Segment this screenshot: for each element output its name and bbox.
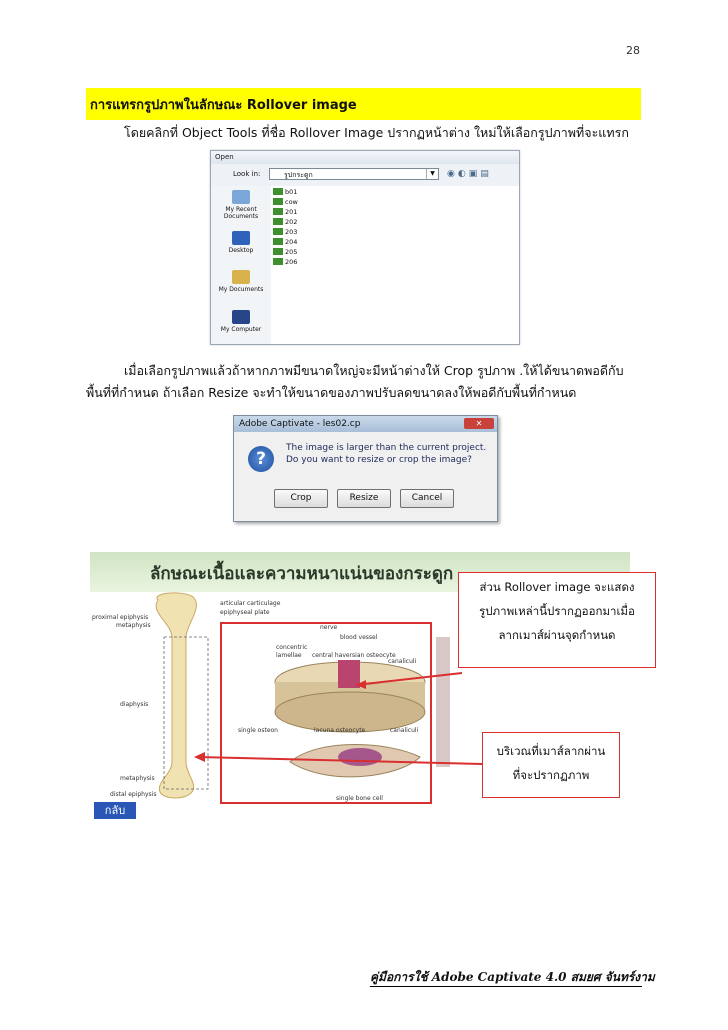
place-recent[interactable] <box>217 190 265 220</box>
bone-figure <box>90 552 635 822</box>
file-name: 205 <box>285 248 298 256</box>
figure-title: ลักษณะเนื้อและความหนาแน่นของกระดูก <box>150 564 454 584</box>
label-lacuna: lacuna osteocyte <box>314 727 366 734</box>
file-item[interactable] <box>273 197 298 207</box>
label-proximal: proximal epiphysis <box>92 614 149 621</box>
place-computer[interactable] <box>217 310 265 333</box>
label-central-canal: central haversian osteocyte <box>312 652 396 659</box>
paragraph-2-line-1: เมื่อเลือกรูปภาพแล้วถ้าหากภาพมีขนาดใหญ่จะมีหน้าต่างให้ Crop รูปภาพ .ให้ได้ขนาดพอดีกับ <box>124 363 624 378</box>
open-dialog <box>210 150 520 345</box>
bone-shape <box>156 593 196 798</box>
callout-rollover <box>458 572 656 668</box>
file-item[interactable] <box>273 247 298 257</box>
label-single-bone-cell: single bone cell <box>336 795 383 802</box>
adobe-captivate-dialog <box>233 415 498 522</box>
file-item[interactable] <box>273 227 298 237</box>
label-blood-vessel: blood vessel <box>340 634 378 641</box>
look-in-select[interactable] <box>269 168 439 180</box>
label-epiphyseal-plate: epiphyseal plate <box>220 609 270 616</box>
computer-icon <box>232 310 250 324</box>
resize-button[interactable]: Resize <box>337 489 391 508</box>
footer-rule <box>370 986 642 987</box>
image-file-icon <box>273 188 283 195</box>
file-item[interactable] <box>273 207 298 217</box>
file-name: 201 <box>285 208 298 216</box>
close-icon[interactable]: ✕ <box>464 418 494 429</box>
page-number: 28 <box>626 44 640 57</box>
label-nerve: nerve <box>320 624 338 631</box>
file-list <box>273 187 298 267</box>
label-distal: distal epiphysis <box>110 791 157 798</box>
folder-icon <box>232 270 250 284</box>
callout-line: ลากเมาส์ผ่านจุดกำหนด <box>498 628 616 642</box>
callout-line: รูปภาพเหล่านี้ปรากฏออกมาเมื่อ <box>479 604 635 618</box>
file-item[interactable] <box>273 217 298 227</box>
dialog-message-line: The image is larger than the current project. <box>286 443 487 453</box>
back-button[interactable]: กลับ <box>94 802 136 819</box>
image-file-icon <box>273 228 283 235</box>
recent-documents-icon <box>232 190 250 204</box>
places-bar <box>211 186 271 344</box>
image-file-icon <box>273 208 283 215</box>
look-in-label: Look in: <box>233 170 261 178</box>
file-name: 202 <box>285 218 298 226</box>
place-label: My Recent Documents <box>223 206 259 220</box>
toolbar-icons[interactable]: ◉◐▣▤ <box>447 169 492 179</box>
look-in-bar <box>211 164 519 186</box>
label-concentric: concentric <box>276 644 308 651</box>
label-canaliculi-top: canaliculi <box>388 658 417 665</box>
place-label: My Documents <box>218 286 264 293</box>
dialog-message <box>286 442 486 466</box>
file-item[interactable] <box>273 257 298 267</box>
callout-line: ที่จะปรากฏภาพ <box>512 768 590 782</box>
label-lamellae: lamellae <box>276 652 302 659</box>
callout-hover-area <box>482 732 620 798</box>
cancel-button[interactable]: Cancel <box>400 489 454 508</box>
place-desktop[interactable] <box>217 231 265 254</box>
file-name: 204 <box>285 238 298 246</box>
label-diaphysis: diaphysis <box>120 701 149 708</box>
file-item[interactable] <box>273 237 298 247</box>
crop-button[interactable]: Crop <box>274 489 328 508</box>
footer-text: คู่มือการใช้ Adobe Captivate 4.0 สมยศ จันทร์งาม <box>370 970 655 984</box>
label-metaphysis-top: metaphysis <box>116 622 151 629</box>
dialog-title: Adobe Captivate - les02.cp <box>234 416 497 432</box>
file-name: cow <box>285 198 298 206</box>
open-dialog-title: Open <box>211 151 519 164</box>
side-strip <box>436 637 450 767</box>
file-item[interactable] <box>273 187 298 197</box>
chevron-down-icon[interactable]: ▼ <box>426 169 438 179</box>
label-single-osteon: single osteon <box>238 727 278 734</box>
file-name: b01 <box>285 188 298 196</box>
desktop-icon <box>232 231 250 245</box>
image-file-icon <box>273 238 283 245</box>
rollover-image-region <box>220 622 432 804</box>
label-articular: articular carticulage <box>220 600 281 607</box>
label-metaphysis-bottom: metaphysis <box>120 775 155 782</box>
image-file-icon <box>273 218 283 225</box>
image-file-icon <box>273 198 283 205</box>
question-icon: ? <box>248 446 274 472</box>
callout-line: ส่วน Rollover image จะแสดง <box>479 580 635 594</box>
image-file-icon <box>273 258 283 265</box>
dialog-message-line: Do you want to resize or crop the image? <box>286 455 472 465</box>
section-title: การแทรกรูปภาพในลักษณะ Rollover image <box>90 98 357 113</box>
look-in-value: รูปกระดูก <box>284 171 313 179</box>
paragraph-1: โดยคลิกที่ Object Tools ที่ชื่อ Rollover Image ปรากฏหน้าต่าง ใหม่ให้เลือกรูปภาพที่จะแทรก <box>124 125 629 140</box>
file-name: 203 <box>285 228 298 236</box>
place-label: Desktop <box>228 247 254 254</box>
place-label: My Computer <box>220 326 262 333</box>
label-canaliculi-bottom: canaliculi <box>390 727 419 734</box>
image-file-icon <box>273 248 283 255</box>
file-name: 206 <box>285 258 298 266</box>
arrowhead-2 <box>194 752 205 762</box>
place-documents[interactable] <box>217 270 265 293</box>
paragraph-2-line-2: พื้นที่ที่กำหนด ถ้าเลือก Resize จะทำให้ขนาดของภาพปรับลดขนาดลงให้พอดีกับพื้นที่กำหนด <box>86 385 577 400</box>
callout-line: บริเวณที่เมาส์ลากผ่าน <box>496 744 606 758</box>
